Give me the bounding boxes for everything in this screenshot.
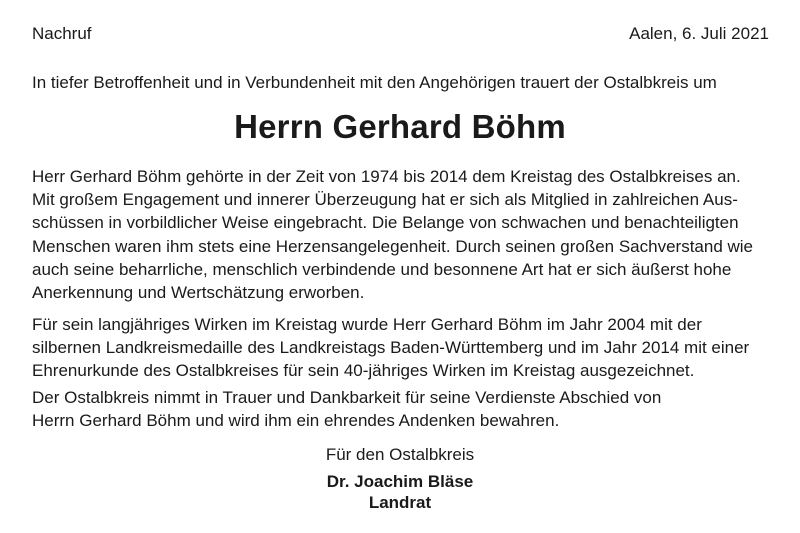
paragraph-career [32,165,753,304]
paragraph-line: Mit großem Engagement und innerer Überzeugung hat er sich als Mitglied in zahlreichen Aus- [32,190,738,210]
header-row [32,24,769,44]
paragraph-line: Herr Gerhard Böhm gehörte in der Zeit von 1974 bis 2014 dem Kreistag des Ostalbkreises an. [32,167,741,186]
place-date: Aalen, 6. Juli 2021 [629,24,769,43]
paragraph-line: Anerkennung und Wertschätzung erworben. [32,283,365,303]
paragraph-line: Für sein langjähriges Wirken im Kreistag wurde Herr Gerhard Böhm im Jahr 2004 mit der [32,315,702,334]
paragraph-line: Menschen waren ihm stets eine Herzensangelegenheit. Durch seinen großen Sachverstand wie [32,236,754,256]
intro-text: In tiefer Betroffenheit und in Verbundenheit mit den Angehörigen trauert der Ostalbkreis um [32,73,717,92]
signature-role: Landrat [368,493,432,512]
paragraph-honors [32,313,749,383]
paragraph-line: Ehrenurkunde des Ostalbkreises für sein 40-jähriges Wirken im Kreistag ausgezeichnet. [32,361,695,381]
signature-name: Dr. Joachim Bläse [326,472,474,491]
paragraph-line: silbernen Landkreismedaille des Landkreistags Baden-Württemberg und im Jahr 2014 mit einer [32,338,750,358]
notice-type-label: Nachruf [32,24,92,43]
paragraph-line: Der Ostalbkreis nimmt in Trauer und Dankbarkeit für seine Verdienste Abschied von [32,388,662,407]
paragraph-farewell [32,386,661,432]
paragraph-line: Herrn Gerhard Böhm und wird ihm ein ehrendes Andenken bewahren. [32,411,560,431]
signature-on-behalf: Für den Ostalbkreis [325,445,475,464]
deceased-name: Herrn Gerhard Böhm [234,108,566,145]
paragraph-line: schüssen in vorbildlicher Weise eingebracht. Die Belange von schwachen und benachteiligten [32,213,739,233]
paragraph-line: auch seine beharrliche, menschlich verbindende und besonnene Art hat er sich äußerst hohe [32,259,732,279]
